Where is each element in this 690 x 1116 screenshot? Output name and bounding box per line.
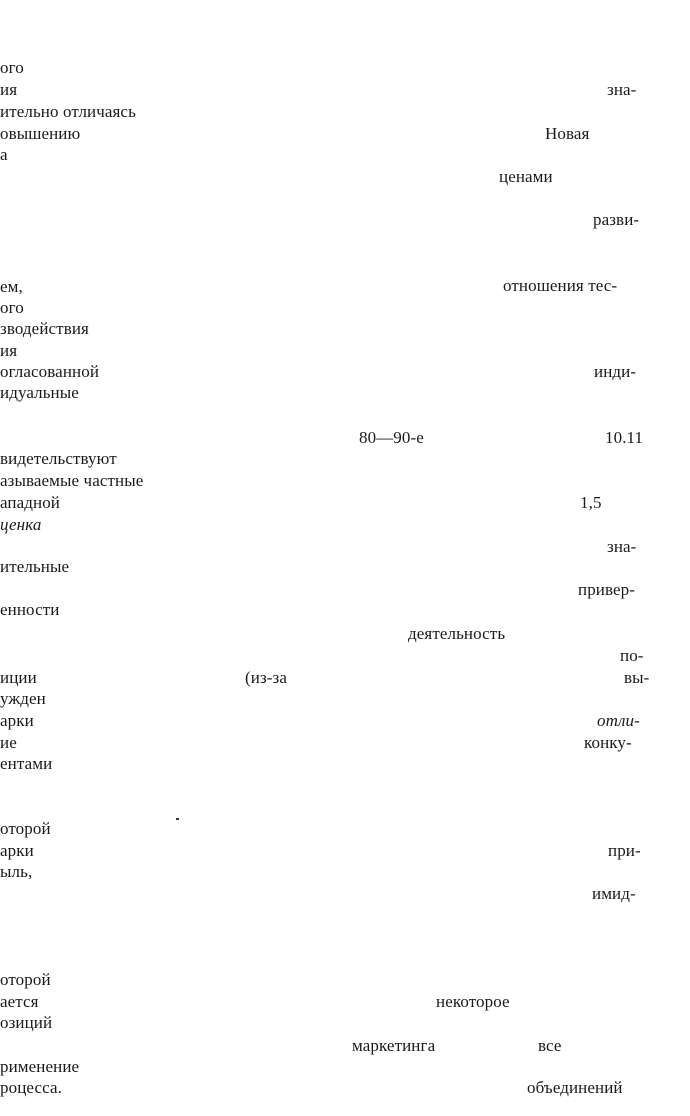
left-line-24: арки (0, 841, 34, 860)
left-line-20: арки (0, 711, 34, 730)
right-word-7: по- (620, 646, 644, 665)
mid-word-1: Новая (545, 124, 590, 143)
right-word-11: при- (608, 841, 641, 860)
left-line-13: азываемые частные (0, 471, 144, 490)
left-line-6: ем, (0, 277, 23, 296)
left-line-18: иции (0, 668, 37, 687)
left-line-25: ыль, (0, 862, 33, 881)
left-line-7: ого (0, 298, 24, 317)
mid-word-5: 1,5 (580, 493, 602, 512)
left-line-8: зводействия (0, 319, 89, 338)
left-line-22: ентами (0, 754, 53, 773)
left-line-16: ительные (0, 557, 70, 576)
right-word-12: имид- (592, 884, 636, 903)
mid-word-8: некоторое (436, 992, 510, 1011)
right-word-10: конку- (584, 733, 632, 752)
right-word-3: инди- (594, 362, 637, 381)
left-line-15-italic: ценка (0, 515, 42, 534)
left-line-17: енности (0, 600, 60, 619)
left-line-2: ия (0, 80, 18, 99)
right-word-1: зна- (607, 80, 637, 99)
left-line-30: роцесса. (0, 1078, 62, 1097)
left-line-9: ия (0, 341, 18, 360)
mid-word-7: (из-за (245, 668, 287, 687)
right-word-4: 10.11 (605, 428, 644, 447)
mid-word-3: отношения тес- (503, 276, 618, 295)
left-line-10: огласованной (0, 362, 100, 381)
left-line-3: ительно отличаясь (0, 102, 136, 121)
left-line-26: оторой (0, 970, 51, 989)
left-line-28: озиций (0, 1013, 53, 1032)
mid-word-10: все (538, 1036, 562, 1055)
left-line-23: оторой (0, 819, 51, 838)
mid-word-9: маркетинга (352, 1036, 436, 1055)
left-line-29: рименение (0, 1057, 80, 1076)
right-word-8: вы- (624, 668, 650, 687)
left-line-5: а (0, 145, 8, 164)
right-word-2: разви- (593, 210, 640, 229)
left-line-11: идуальные (0, 383, 79, 402)
right-word-6: привер- (578, 580, 636, 599)
right-word-13: объединений (527, 1078, 623, 1097)
mid-word-6: деятельность (408, 624, 506, 643)
left-line-14: ападной (0, 493, 61, 512)
left-line-1: ого (0, 58, 24, 77)
left-line-21: ие (0, 733, 17, 752)
mid-word-4: 80—90-е (359, 428, 424, 447)
left-line-12: видетельствуют (0, 449, 117, 468)
right-word-9-italic: отли- (597, 711, 640, 730)
left-line-27: ается (0, 992, 39, 1011)
left-line-4: овышению (0, 124, 81, 143)
right-word-5: зна- (607, 537, 637, 556)
left-line-19: ужден (0, 689, 46, 708)
mid-word-2: ценами (499, 167, 553, 186)
print-speck (176, 818, 179, 820)
